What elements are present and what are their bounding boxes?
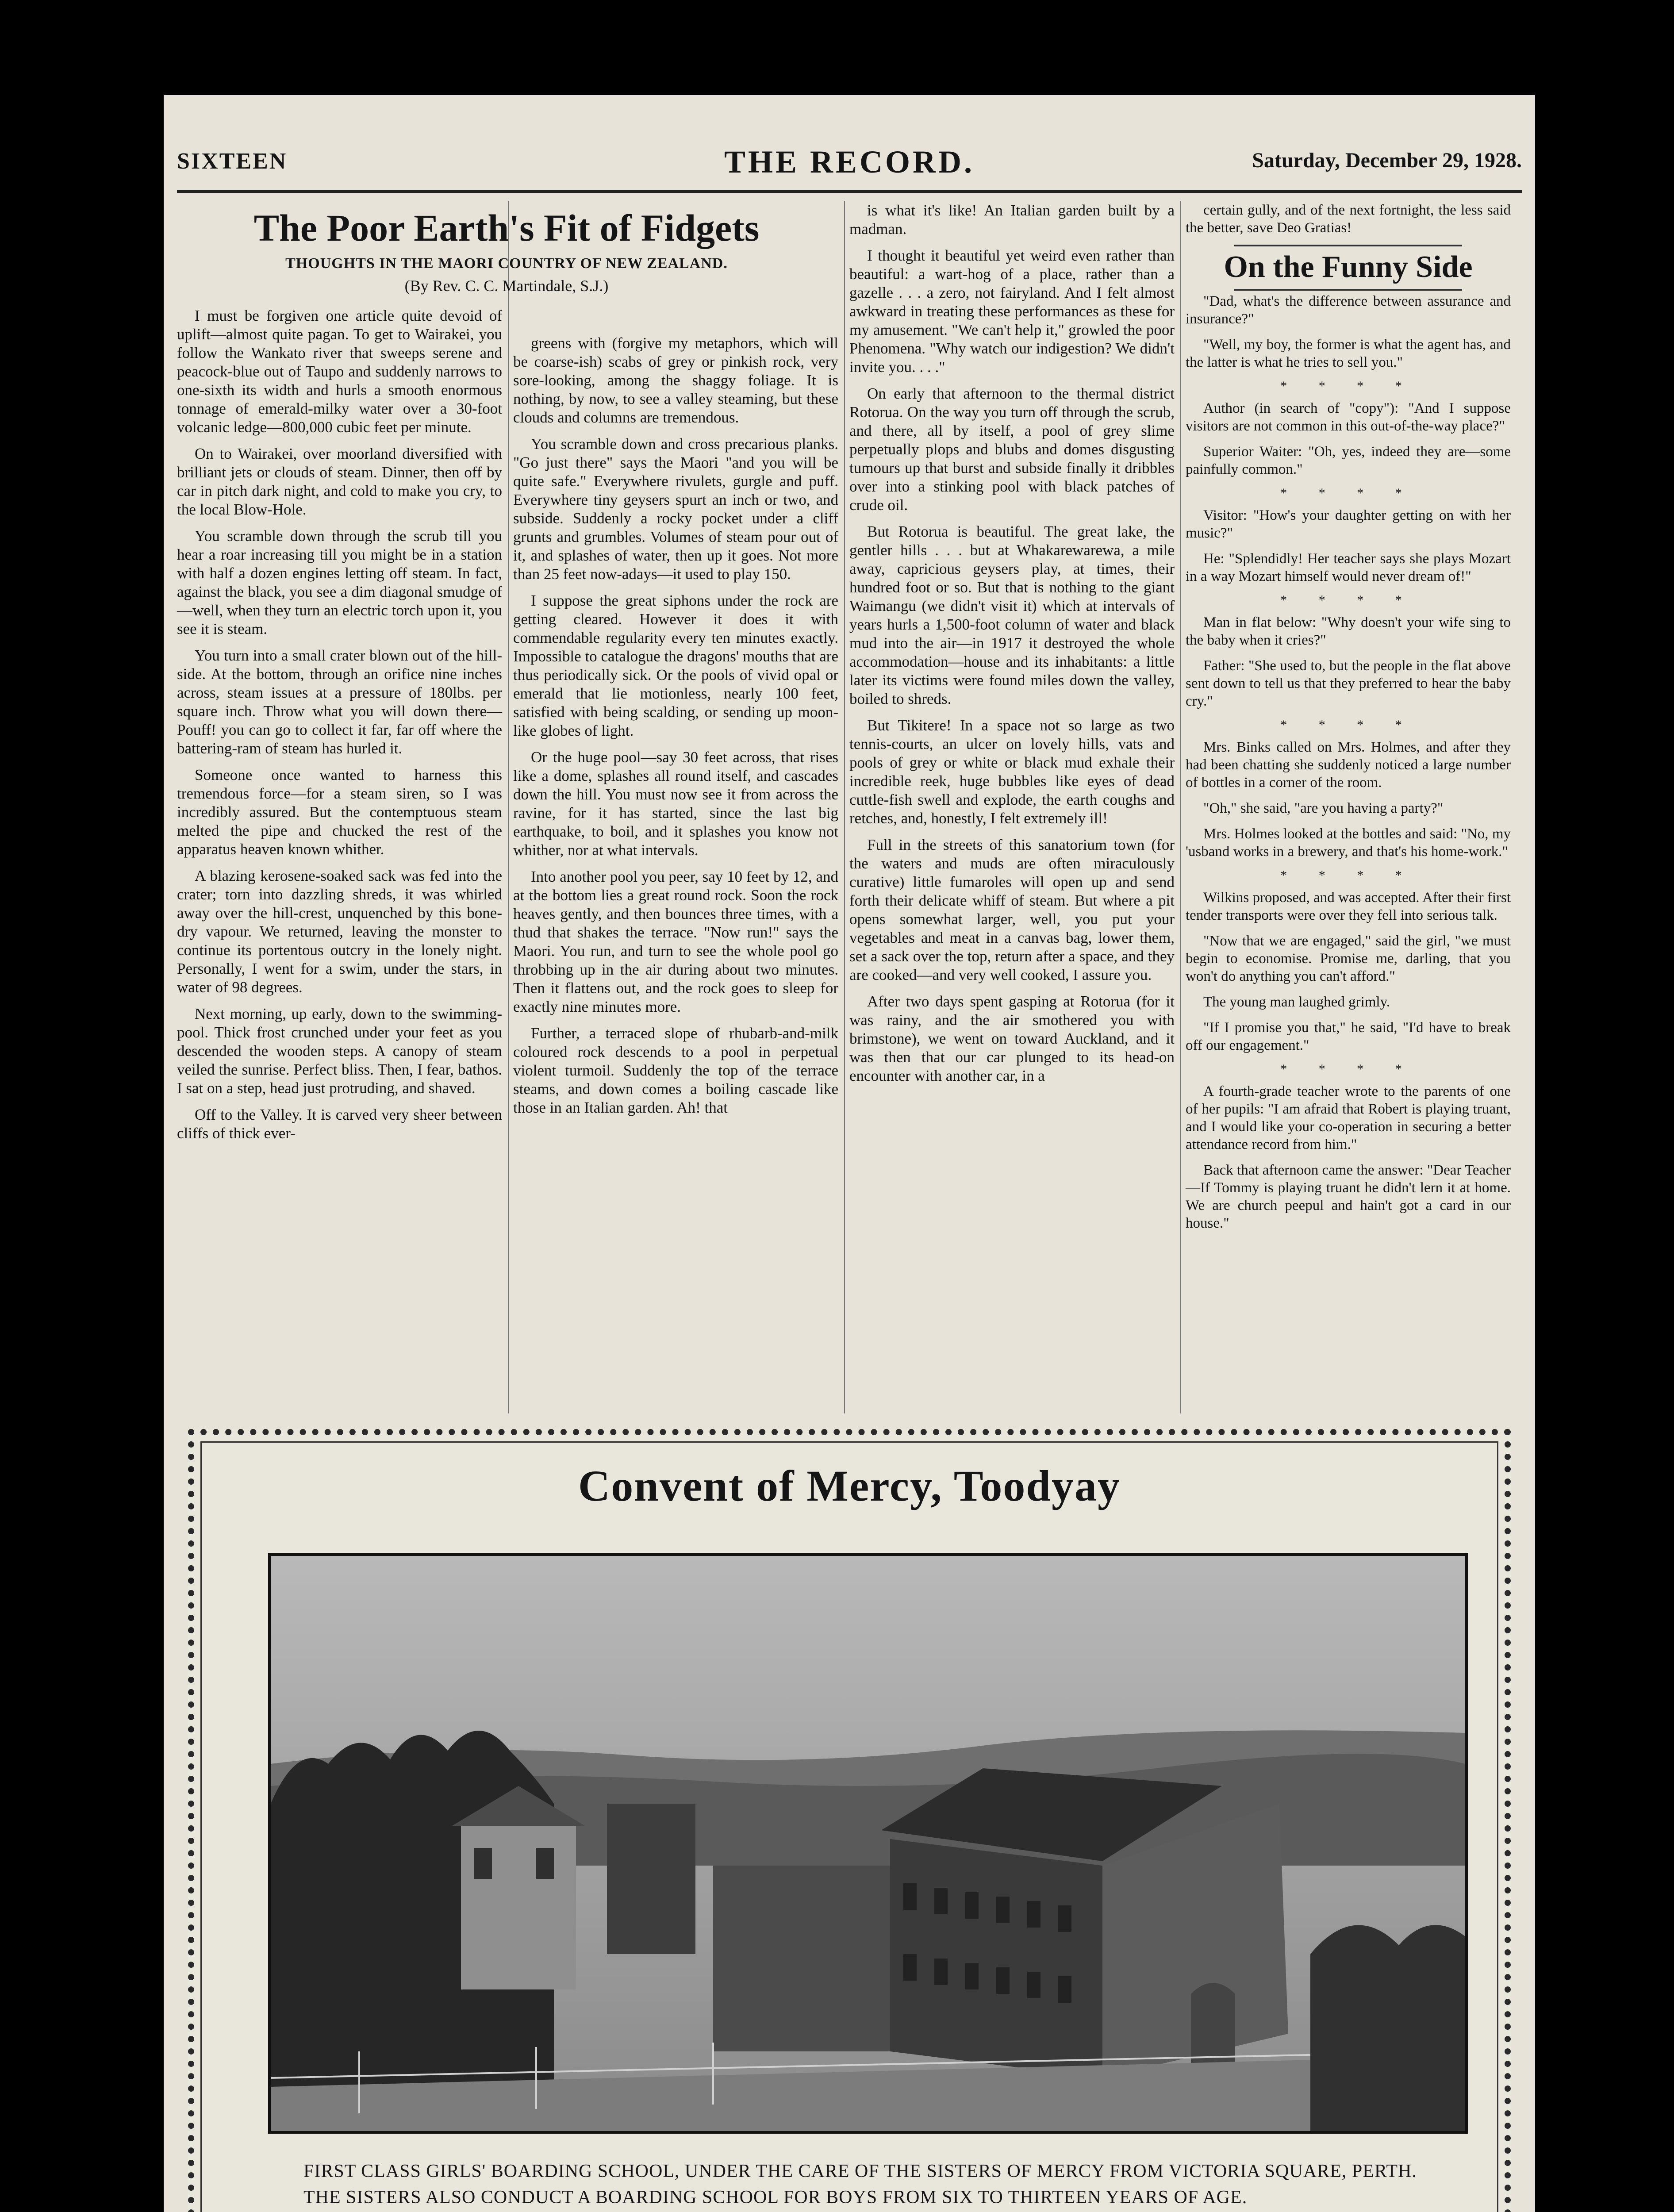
paragraph: Or the huge pool—say 30 feet across, that rises like a dome, splashes all round itself, and cascades down the hill. You must now see it from across the ravine, for it has started, since the last big earthquake, to boil, and it splashes you know not whither, nor at what intervals. xyxy=(513,749,838,859)
column-4 xyxy=(1186,201,1511,1413)
column-divider xyxy=(508,201,509,1413)
article-headline: The Poor Earth's Fit of Fidgets xyxy=(253,207,760,249)
joke-line: Back that afternoon came the answer: "Dear Teacher—If Tommy is playing truant he didn't lern it at home. We are church peepul and hain't got a card in our house." xyxy=(1186,1162,1511,1231)
joke-line: Author (in search of "copy"): "And I suppose visitors are not common in this out-of-the-way place?" xyxy=(1186,400,1511,434)
joke-line: "Oh," she said, "are you having a party?" xyxy=(1203,800,1444,816)
paragraph: Next morning, up early, down to the swimming-pool. Thick frost crunched under your feet as you descended the wooden steps. A canopy of steam veiled the sunrise. Perfect bliss. Then, I fear, bathos. I sat on a step, head just protruding, and shaved. xyxy=(177,1005,502,1097)
convent-photo-image xyxy=(271,1556,1465,2131)
joke-line: The young man laughed grimly. xyxy=(1203,994,1390,1010)
joke-line: Mrs. Binks called on Mrs. Holmes, and after they had been chatting she suddenly noticed a large number of bottles in a corner of the room. xyxy=(1186,739,1511,791)
paragraph: Someone once wanted to harness this tremendous force—for a steam siren, so I was incredibly assured. But the contemptuous steam melted the pipe and chucked the rest of the apparatus heaven known whither. xyxy=(177,766,502,858)
joke-line: "Dad, what's the difference between assurance and insurance?" xyxy=(1186,293,1511,327)
advert-line: THE SISTERS ALSO CONDUCT A BOARDING SCHOOL FOR BOYS FROM SIX TO THIRTEEN YEARS OF AGE. xyxy=(303,2187,1248,2208)
joke-line: Mrs. Holmes looked at the bottles and said: "No, my 'usband works in a brewery, and that's his home-work." xyxy=(1186,826,1511,860)
paper-name: THE RECORD. xyxy=(724,144,975,180)
paragraph: I suppose the great siphons under the rock are getting cleared. However it does it with commendable regularity every ten minutes exactly. Impossible to catalogue the dragons' mouths that are thus periodically sick. Or the pools of vivid opal or emerald that lie motionless, nearly 100 feet, satisfied with being scalding, or sending up moon-like globes of light. xyxy=(513,592,838,739)
paragraph: On to Wairakei, over moorland diversified with brilliant jets or clouds of steam. Dinner, then off by car in pitch dark night, and cold to make you cry, to the local Blow-Hole. xyxy=(177,445,502,518)
joke-line: Man in flat below: "Why doesn't your wife sing to the baby when it cries?" xyxy=(1186,614,1511,648)
advert-body xyxy=(259,2159,1457,2212)
separator-stars: * * * * xyxy=(1280,486,1416,500)
issue-date: Saturday, December 29, 1928. xyxy=(1252,149,1522,172)
paragraph: A blazing kerosene-soaked sack was fed into the crater; torn into dazzling shreds, it was whirled away over the hill-crest, unquenched by this bone-dry vapour. We returned, leaving the monster to continue its portentous outcry in the lonely night. Personally, I went for a swim, under the stars, in water of 98 degrees. xyxy=(177,867,502,996)
joke-line: Superior Waiter: "Oh, yes, indeed they are—some painfully common." xyxy=(1186,444,1511,477)
joke-line: Father: "She used to, but the people in the flat above sent down to tell us that they preferred to hear the baby cry." xyxy=(1186,658,1511,709)
column-3 xyxy=(849,201,1175,1413)
separator-stars: * * * * xyxy=(1280,593,1416,607)
joke-line: A fourth-grade teacher wrote to the parents of one of her pupils: "I am afraid that Robert is playing truant, and I would like your co-operation in securing a better attendance record from him." xyxy=(1186,1083,1511,1152)
paragraph: I thought it beautiful yet weird even rather than beautiful: a wart-hog of a place, rather than a gazelle . . . a zero, not fairyland. And I felt almost awkward in treating these performances as these for my amusement. "We can't help it," growled the poor Phenomena. "Why watch our indigestion? We didn't invite you. . . ." xyxy=(849,247,1175,376)
headline-spacer xyxy=(513,201,838,334)
paragraph: certain gully, and of the next fortnight, the less said the better, save Deo Gratias! xyxy=(1186,202,1511,236)
paragraph: is what it's like! An Italian garden built by a madman. xyxy=(849,202,1175,238)
separator-stars: * * * * xyxy=(1280,718,1416,732)
joke-line: "If I promise you that," he said, "I'd have to break off our engagement." xyxy=(1186,1020,1511,1053)
masthead xyxy=(177,144,1522,188)
joke-line: Visitor: "How's your daughter getting on with her music?" xyxy=(1186,507,1511,541)
paragraph: Off to the Valley. It is carved very sheer between cliffs of thick ever- xyxy=(177,1106,502,1142)
newspaper-page xyxy=(164,95,1535,2212)
article-subtitle: THOUGHTS IN THE MAORI COUNTRY OF NEW ZEALAND. xyxy=(285,255,728,272)
separator-stars: * * * * xyxy=(1280,868,1416,883)
paragraph: After two days spent gasping at Rotorua (for it was rainy, and the air smothered you with brimstone), we went on toward Auckland, and it was then that our car plunged to its head-on encounter with another car, in a xyxy=(849,993,1175,1084)
paragraph: But Rotorua is beautiful. The great lake, the gentler hills . . . but at Whakarewarewa, a mile away, capricious geysers play, at times, their hundred foot or so. But that is nothing to the giant Waimangu (we didn't visit it) which at intervals of years hurls a 1,500-foot column of water and black mud into the air—in 1917 it destroyed the whole accommodation—house and its inhabitants: a little later its victims were found miles down the valley, boiled to shreds. xyxy=(849,523,1175,707)
article-byline: (By Rev. C. C. Martindale, S.J.) xyxy=(404,277,609,295)
section-rule xyxy=(1234,289,1462,291)
paragraph: On early that afternoon to the thermal district Rotorua. On the way you turn off through the scrub, and there, all by itself, a pool of grey slime perpetually plops and blubs and domes disgusting tumours up that burst and subside finally it dribbles over into a stinking pool with black patches of crude oil. xyxy=(849,385,1175,514)
paragraph: Full in the streets of this sanatorium town (for the waters and muds are often miraculously curative) little fumaroles will open up and send forth their delicate whiff of steam. But where a pit opens somewhat larger, well, you put your vegetables and meat in a canvas bag, lower them, set a sack over the top, return after a space, and they are cooked—and very well cooked, I assure you. xyxy=(849,836,1175,983)
page-number: SIXTEEN xyxy=(177,149,288,174)
separator-stars: * * * * xyxy=(1280,1062,1416,1076)
joke-line: "Well, my boy, the former is what the agent has, and the latter is what he tries to sell you." xyxy=(1186,337,1511,370)
joke-line: He: "Splendidly! Her teacher says she plays Mozart in a way Mozart himself would never dream of!" xyxy=(1186,551,1511,584)
convent-advertisement xyxy=(188,1429,1511,2212)
convent-photograph xyxy=(268,1553,1468,2134)
column-divider xyxy=(844,201,845,1413)
paragraph: You turn into a small crater blown out of the hill-side. At the bottom, through an orifice nine inches across, steam issues at a pressure of 180lbs. per square inch. Throw what you will down there—Pouff! you can go to collect it far, far off where the battering-ram of steam has hurled it. xyxy=(177,647,502,757)
paragraph: But Tikitere! In a space not so large as two tennis-courts, an ulcer on lovely hills, vats and pools of grey or white or black mud exhale their incredible reek, huge bubbles like eyes of dead cuttle-fish swell and explode, the earth coughs and retches, and, honestly, I felt extremely ill! xyxy=(849,717,1175,827)
paragraph: greens with (forgive my metaphors, which will be coarse-ish) scabs of grey or pinkish rock, very sore-looking, among the shaggy foliage. It is nothing, by now, to see a valley steaming, but these clouds and columns are tremendous. xyxy=(513,334,838,426)
joke-line: Wilkins proposed, and was accepted. After their first tender transports were over they fell into serious talk. xyxy=(1186,890,1511,923)
advert-title: Convent of Mercy, Toodyay xyxy=(578,1461,1121,1510)
advert-line: FIRST CLASS GIRLS' BOARDING SCHOOL, UNDER THE CARE OF THE SISTERS OF MERCY FROM VICTORIA SQUARE, PERTH. xyxy=(303,2161,1417,2181)
masthead-rule xyxy=(177,190,1522,193)
paragraph: You scramble down through the scrub till you hear a roar increasing till you might be in a station with half a dozen engines letting off steam. In fact, against the black, you see a dim diagonal smudge of—well, when they turn an electric torch upon it, you see it is steam. xyxy=(177,527,502,637)
column-divider xyxy=(1180,201,1181,1413)
article-columns xyxy=(177,201,1522,1413)
paragraph: I must be forgiven one article quite devoid of uplift—almost quite pagan. To get to Wairakei, you follow the Wankato river that sweeps serene and peacock-blue out of Taupo and suddenly narrows to one-sixth its width and hurls a smooth enormous tonnage of emerald-milky water over a 30-foot volcanic ledge—800,000 cubic feet per minute. xyxy=(177,307,502,436)
joke-line: "Now that we are engaged," said the girl, "we must begin to economise. Promise me, darling, that you won't do anything you can't afford." xyxy=(1186,933,1511,984)
separator-stars: * * * * xyxy=(1280,379,1416,393)
paragraph: Further, a terraced slope of rhubarb-and-milk coloured rock descends to a pool in perpetual violent turmoil. Suddenly the top of the terrace steams, and down comes a boiling cascade like those in an Italian garden. Ah! that xyxy=(513,1025,838,1116)
section-rule xyxy=(1234,245,1462,246)
column-2 xyxy=(513,201,838,1413)
paragraph: Into another pool you peer, say 10 feet by 12, and at the bottom lies a great round rock. Soon the rock heaves gently, and then bounces three times, with a thud that shakes the terrace. "Now run!" says the Maori. You run, and turn to see the whole pool go throbbing up in the air during about two minutes. Then it flattens out, and the rock goes to sleep for exactly nine minutes more. xyxy=(513,868,838,1015)
advert-frame xyxy=(200,1441,1498,2212)
funny-side-heading: On the Funny Side xyxy=(1224,250,1473,284)
paragraph: You scramble down and cross precarious planks. "Go just there" says the Maori "and you will be quite safe." Everywhere rivulets, gurgle and puff. Everywhere tiny geysers spurt an inch or two, and subside. Suddenly a rocky pocket under a cliff grunts and grumbles. Volumes of steam pour out of it, and splashes of water, then up it goes. Not more than 25 feet now-adays—it used to play 150. xyxy=(513,435,838,583)
